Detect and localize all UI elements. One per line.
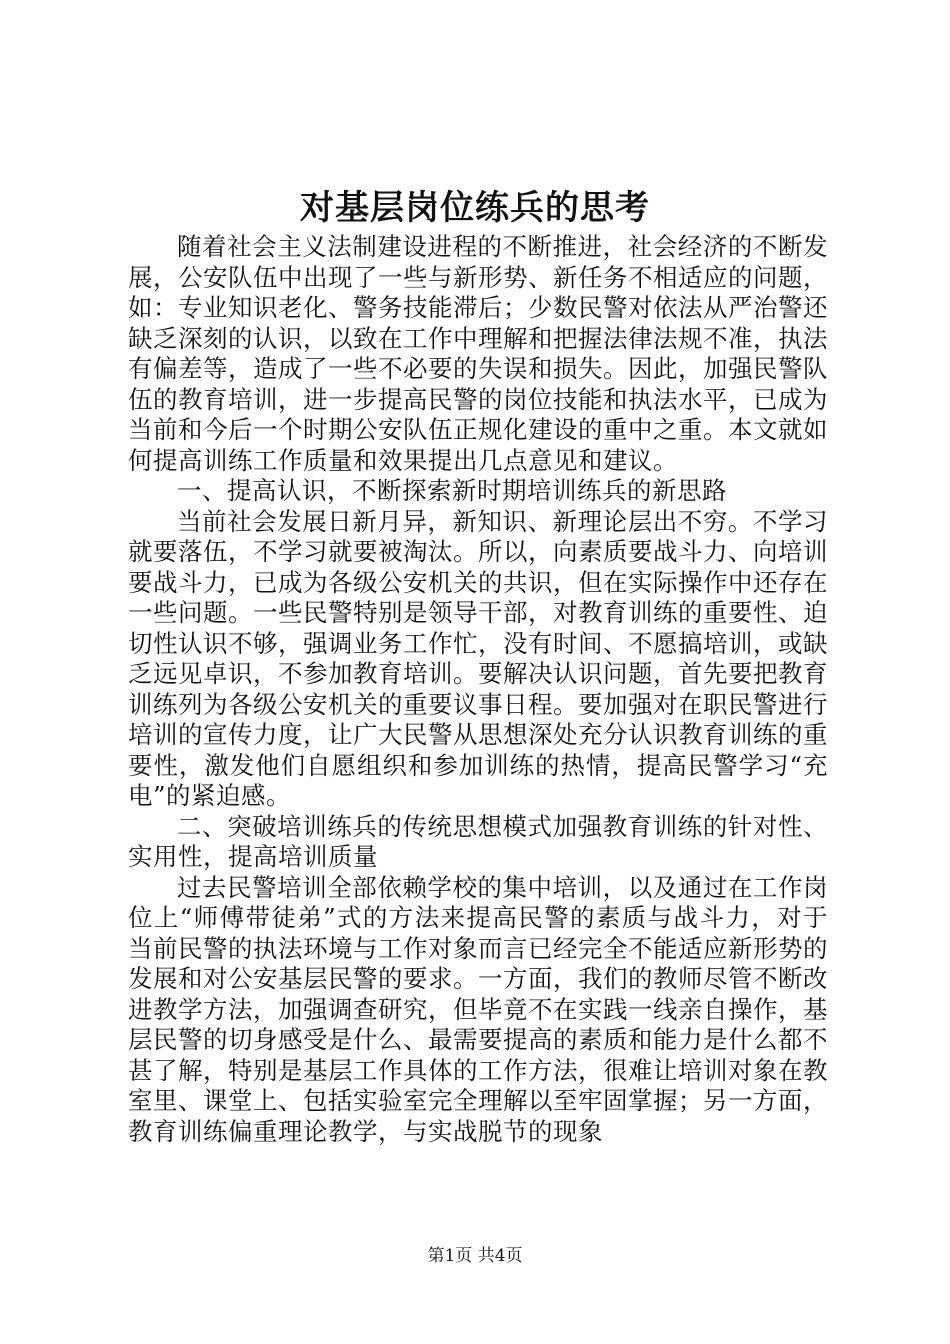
page-number-footer: 第1页 共4页 (427, 1246, 523, 1266)
paragraph-section-2: 过去民警培训全部依赖学校的集中培训，以及通过在工作岗位上“师傅带徒弟”式的方法来提高民警的素质与战斗力，对于当前民警的执法环境与工作对象而言已经完全不能适应新形势的发展和对公安基层民警的要求。一方面，我们的教师尽管不断改进教学方法，加强调查研究，但毕竟不在实践一线亲自操作，基层民警的切身感受是什么、最需要提高的素质和能力是什么都不甚了解，特别是基层工作具体的工作方法，很难让培训对象在教室里、课堂上、包括实验室完全理解以至牢固掌握；另一方面，教育训练偏重理论教学，与实战脱节的现象 (128, 872, 828, 1146)
document-title: 对基层岗位练兵的思考 (300, 188, 650, 228)
paragraph-intro: 随着社会主义法制建设进程的不断推进，社会经济的不断发展，公安队伍中出现了一些与新形势、新任务不相适应的问题，如：专业知识老化、警务技能滞后；少数民警对依法从严治警还缺乏深刻的认识，以致在工作中理解和把握法律法规不准，执法有偏差等，造成了一些不必要的失误和损失。因此，加强民警队伍的教育培训，进一步提高民警的岗位技能和执法水平，已成为当前和今后一个时期公安队伍正规化建设的重中之重。本文就如何提高训练工作质量和效果提出几点意见和建议。 (128, 232, 828, 475)
paragraph-section-1: 当前社会发展日新月异，新知识、新理论层出不穷。不学习就要落伍，不学习就要被淘汰。所以，向素质要战斗力、向培训要战斗力，已成为各级公安机关的共识，但在实际操作中还存在一些问题。一些民警特别是领导干部，对教育训练的重要性、迫切性认识不够，强调业务工作忙，没有时间、不愿搞培训，或缺乏远见卓识，不参加教育培训。要解决认识问题，首先要把教育训练列为各级公安机关的重要议事日程。要加强对在职民警进行培训的宣传力度，让广大民警从思想深处充分认识教育训练的重要性，激发他们自愿组织和参加训练的热情，提高民警学习“充电”的紧迫感。 (128, 506, 828, 810)
section-heading-2: 二、突破培训练兵的传统思想模式加强教育训练的针对性、实用性，提高培训质量 (128, 811, 828, 871)
section-heading-1: 一、提高认识，不断探索新时期培训练兵的新思路 (177, 476, 727, 505)
document-body (128, 232, 828, 1147)
